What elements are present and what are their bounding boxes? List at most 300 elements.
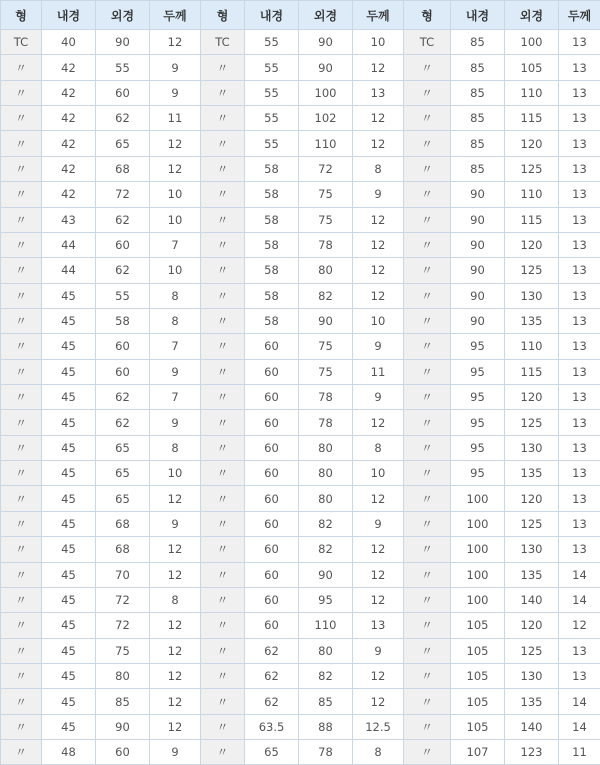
inner-diameter-cell: 95 xyxy=(451,334,505,359)
type-cell: 〃 xyxy=(201,80,245,105)
outer-diameter-cell: 110 xyxy=(505,334,559,359)
inner-diameter-cell: 45 xyxy=(42,714,96,739)
inner-diameter-header: 내경 xyxy=(42,1,96,30)
thickness-cell: 12 xyxy=(353,562,404,587)
thickness-cell: 12 xyxy=(150,689,201,714)
type-header: 형 xyxy=(201,1,245,30)
thickness-cell: 9 xyxy=(353,511,404,536)
thickness-cell: 13 xyxy=(559,359,600,384)
type-cell: 〃 xyxy=(404,486,451,511)
outer-diameter-cell: 62 xyxy=(96,258,150,283)
outer-diameter-cell: 82 xyxy=(299,663,353,688)
outer-diameter-cell: 120 xyxy=(505,385,559,410)
thickness-cell: 12 xyxy=(150,30,201,55)
inner-diameter-cell: 90 xyxy=(451,232,505,257)
inner-diameter-cell: 95 xyxy=(451,461,505,486)
outer-diameter-header: 외경 xyxy=(505,1,559,30)
outer-diameter-cell: 90 xyxy=(299,30,353,55)
outer-diameter-cell: 72 xyxy=(96,182,150,207)
inner-diameter-cell: 105 xyxy=(451,663,505,688)
type-cell: 〃 xyxy=(1,207,42,232)
type-cell: 〃 xyxy=(404,587,451,612)
type-cell: 〃 xyxy=(201,410,245,435)
outer-diameter-cell: 80 xyxy=(299,258,353,283)
outer-diameter-cell: 55 xyxy=(96,283,150,308)
inner-diameter-cell: 62 xyxy=(245,663,299,688)
thickness-cell: 12 xyxy=(150,156,201,181)
inner-diameter-cell: 55 xyxy=(245,106,299,131)
thickness-header: 두께 xyxy=(559,1,600,30)
thickness-cell: 13 xyxy=(559,486,600,511)
outer-diameter-cell: 80 xyxy=(299,435,353,460)
table-row xyxy=(1,232,600,257)
thickness-cell: 11 xyxy=(150,106,201,131)
type-header: 형 xyxy=(1,1,42,30)
inner-diameter-cell: 40 xyxy=(42,30,96,55)
inner-diameter-cell: 60 xyxy=(245,410,299,435)
table-row xyxy=(1,80,600,105)
outer-diameter-cell: 72 xyxy=(96,613,150,638)
inner-diameter-cell: 100 xyxy=(451,511,505,536)
thickness-cell: 14 xyxy=(559,714,600,739)
table-row xyxy=(1,308,600,333)
type-cell: 〃 xyxy=(1,435,42,460)
inner-diameter-cell: 45 xyxy=(42,613,96,638)
header-row xyxy=(1,1,600,30)
inner-diameter-cell: 45 xyxy=(42,562,96,587)
outer-diameter-cell: 72 xyxy=(96,587,150,612)
outer-diameter-cell: 85 xyxy=(299,689,353,714)
outer-diameter-cell: 130 xyxy=(505,283,559,308)
outer-diameter-cell: 120 xyxy=(505,486,559,511)
inner-diameter-cell: 107 xyxy=(451,740,505,765)
table-row xyxy=(1,359,600,384)
type-cell: 〃 xyxy=(404,638,451,663)
type-cell: 〃 xyxy=(404,156,451,181)
inner-diameter-cell: 60 xyxy=(245,334,299,359)
type-cell: 〃 xyxy=(404,334,451,359)
thickness-cell: 8 xyxy=(353,435,404,460)
inner-diameter-cell: 55 xyxy=(245,30,299,55)
inner-diameter-cell: 85 xyxy=(451,131,505,156)
type-cell: 〃 xyxy=(1,613,42,638)
type-cell: 〃 xyxy=(201,359,245,384)
type-cell: 〃 xyxy=(1,308,42,333)
outer-diameter-cell: 120 xyxy=(505,131,559,156)
thickness-cell: 8 xyxy=(353,740,404,765)
thickness-cell: 10 xyxy=(150,258,201,283)
outer-diameter-cell: 130 xyxy=(505,435,559,460)
inner-diameter-cell: 58 xyxy=(245,258,299,283)
inner-diameter-cell: 45 xyxy=(42,486,96,511)
inner-diameter-cell: 42 xyxy=(42,156,96,181)
inner-diameter-cell: 85 xyxy=(451,30,505,55)
outer-diameter-cell: 125 xyxy=(505,410,559,435)
inner-diameter-cell: 58 xyxy=(245,308,299,333)
inner-diameter-cell: 85 xyxy=(451,80,505,105)
type-cell: 〃 xyxy=(1,334,42,359)
inner-diameter-cell: 45 xyxy=(42,689,96,714)
outer-diameter-cell: 90 xyxy=(299,562,353,587)
inner-diameter-cell: 55 xyxy=(245,55,299,80)
inner-diameter-cell: 60 xyxy=(245,385,299,410)
outer-diameter-cell: 110 xyxy=(299,613,353,638)
thickness-cell: 12 xyxy=(150,714,201,739)
table-row xyxy=(1,587,600,612)
outer-diameter-cell: 95 xyxy=(299,587,353,612)
type-cell: 〃 xyxy=(1,714,42,739)
inner-diameter-cell: 65 xyxy=(245,740,299,765)
thickness-cell: 8 xyxy=(150,308,201,333)
thickness-cell: 12 xyxy=(353,486,404,511)
thickness-cell: 9 xyxy=(353,638,404,663)
type-cell: 〃 xyxy=(201,461,245,486)
outer-diameter-cell: 123 xyxy=(505,740,559,765)
thickness-cell: 7 xyxy=(150,232,201,257)
inner-diameter-cell: 58 xyxy=(245,156,299,181)
thickness-cell: 12 xyxy=(150,537,201,562)
outer-diameter-cell: 68 xyxy=(96,537,150,562)
thickness-cell: 12 xyxy=(353,207,404,232)
outer-diameter-cell: 110 xyxy=(505,182,559,207)
outer-diameter-cell: 60 xyxy=(96,740,150,765)
type-cell: 〃 xyxy=(404,461,451,486)
thickness-cell: 10 xyxy=(353,461,404,486)
outer-diameter-cell: 80 xyxy=(299,486,353,511)
outer-diameter-cell: 75 xyxy=(299,207,353,232)
inner-diameter-cell: 90 xyxy=(451,308,505,333)
inner-diameter-cell: 45 xyxy=(42,638,96,663)
thickness-cell: 9 xyxy=(353,182,404,207)
outer-diameter-cell: 55 xyxy=(96,55,150,80)
thickness-cell: 12 xyxy=(353,537,404,562)
thickness-cell: 10 xyxy=(150,461,201,486)
type-cell: 〃 xyxy=(201,562,245,587)
outer-diameter-cell: 100 xyxy=(299,80,353,105)
type-cell: 〃 xyxy=(404,80,451,105)
inner-diameter-cell: 62 xyxy=(245,689,299,714)
outer-diameter-cell: 78 xyxy=(299,740,353,765)
outer-diameter-cell: 65 xyxy=(96,131,150,156)
outer-diameter-cell: 60 xyxy=(96,80,150,105)
type-cell: 〃 xyxy=(201,232,245,257)
outer-diameter-cell: 75 xyxy=(299,182,353,207)
type-cell: 〃 xyxy=(404,182,451,207)
thickness-cell: 13 xyxy=(353,613,404,638)
type-cell: 〃 xyxy=(1,80,42,105)
table-row xyxy=(1,410,600,435)
type-cell: 〃 xyxy=(201,106,245,131)
outer-diameter-cell: 62 xyxy=(96,410,150,435)
type-cell: 〃 xyxy=(404,562,451,587)
type-cell: 〃 xyxy=(201,131,245,156)
inner-diameter-cell: 90 xyxy=(451,283,505,308)
type-cell: 〃 xyxy=(404,435,451,460)
thickness-cell: 12 xyxy=(353,232,404,257)
thickness-cell: 13 xyxy=(559,334,600,359)
thickness-cell: 9 xyxy=(150,55,201,80)
outer-diameter-cell: 90 xyxy=(299,55,353,80)
thickness-cell: 13 xyxy=(559,511,600,536)
type-cell: 〃 xyxy=(1,461,42,486)
thickness-header: 두께 xyxy=(150,1,201,30)
inner-diameter-cell: 45 xyxy=(42,461,96,486)
type-cell: 〃 xyxy=(1,182,42,207)
type-cell: 〃 xyxy=(404,537,451,562)
table-row xyxy=(1,740,600,765)
type-cell: 〃 xyxy=(1,156,42,181)
inner-diameter-cell: 60 xyxy=(245,511,299,536)
inner-diameter-cell: 62 xyxy=(245,638,299,663)
outer-diameter-cell: 135 xyxy=(505,689,559,714)
thickness-cell: 13 xyxy=(559,385,600,410)
outer-diameter-cell: 62 xyxy=(96,106,150,131)
outer-diameter-cell: 125 xyxy=(505,258,559,283)
type-cell: 〃 xyxy=(404,714,451,739)
type-cell: 〃 xyxy=(1,740,42,765)
inner-diameter-cell: 45 xyxy=(42,587,96,612)
table-row xyxy=(1,131,600,156)
type-cell: 〃 xyxy=(1,283,42,308)
thickness-cell: 12 xyxy=(150,486,201,511)
inner-diameter-cell: 45 xyxy=(42,385,96,410)
thickness-cell: 13 xyxy=(559,663,600,688)
outer-diameter-cell: 140 xyxy=(505,587,559,612)
type-cell: 〃 xyxy=(404,359,451,384)
inner-diameter-cell: 85 xyxy=(451,106,505,131)
outer-diameter-cell: 60 xyxy=(96,359,150,384)
table-row xyxy=(1,486,600,511)
inner-diameter-cell: 42 xyxy=(42,131,96,156)
inner-diameter-cell: 90 xyxy=(451,258,505,283)
outer-diameter-cell: 62 xyxy=(96,385,150,410)
type-cell: 〃 xyxy=(1,562,42,587)
inner-diameter-cell: 85 xyxy=(451,156,505,181)
outer-diameter-cell: 90 xyxy=(299,308,353,333)
type-cell: TC xyxy=(1,30,42,55)
inner-diameter-cell: 42 xyxy=(42,106,96,131)
thickness-cell: 13 xyxy=(559,30,600,55)
thickness-cell: 13 xyxy=(559,537,600,562)
type-cell: 〃 xyxy=(1,410,42,435)
type-cell: 〃 xyxy=(201,334,245,359)
type-cell: 〃 xyxy=(201,486,245,511)
inner-diameter-cell: 100 xyxy=(451,587,505,612)
outer-diameter-cell: 100 xyxy=(505,30,559,55)
thickness-cell: 10 xyxy=(150,207,201,232)
type-cell: 〃 xyxy=(1,537,42,562)
type-cell: 〃 xyxy=(404,207,451,232)
thickness-cell: 8 xyxy=(150,587,201,612)
outer-diameter-cell: 105 xyxy=(505,55,559,80)
thickness-cell: 12 xyxy=(150,613,201,638)
type-cell: 〃 xyxy=(201,55,245,80)
thickness-cell: 13 xyxy=(559,207,600,232)
thickness-cell: 12.5 xyxy=(353,714,404,739)
inner-diameter-cell: 45 xyxy=(42,334,96,359)
table-row xyxy=(1,663,600,688)
outer-diameter-cell: 88 xyxy=(299,714,353,739)
outer-diameter-cell: 65 xyxy=(96,486,150,511)
thickness-cell: 9 xyxy=(150,80,201,105)
type-cell: 〃 xyxy=(201,156,245,181)
type-cell: 〃 xyxy=(201,258,245,283)
thickness-cell: 14 xyxy=(559,587,600,612)
thickness-cell: 11 xyxy=(559,740,600,765)
type-cell: 〃 xyxy=(1,638,42,663)
type-cell: 〃 xyxy=(1,663,42,688)
thickness-cell: 13 xyxy=(353,80,404,105)
outer-diameter-cell: 135 xyxy=(505,461,559,486)
inner-diameter-cell: 48 xyxy=(42,740,96,765)
thickness-cell: 12 xyxy=(559,613,600,638)
thickness-cell: 7 xyxy=(150,385,201,410)
thickness-cell: 13 xyxy=(559,638,600,663)
outer-diameter-cell: 78 xyxy=(299,410,353,435)
table-row xyxy=(1,258,600,283)
type-cell: 〃 xyxy=(404,511,451,536)
inner-diameter-cell: 55 xyxy=(245,80,299,105)
table-row xyxy=(1,461,600,486)
outer-diameter-cell: 125 xyxy=(505,638,559,663)
thickness-cell: 12 xyxy=(353,55,404,80)
table-row xyxy=(1,283,600,308)
thickness-cell: 12 xyxy=(150,663,201,688)
inner-diameter-header: 내경 xyxy=(245,1,299,30)
outer-diameter-cell: 65 xyxy=(96,461,150,486)
table-row xyxy=(1,537,600,562)
table-row xyxy=(1,106,600,131)
table-row xyxy=(1,562,600,587)
outer-diameter-cell: 82 xyxy=(299,537,353,562)
outer-diameter-cell: 80 xyxy=(299,461,353,486)
outer-diameter-cell: 135 xyxy=(505,562,559,587)
type-cell: 〃 xyxy=(201,207,245,232)
table-row xyxy=(1,182,600,207)
table-row xyxy=(1,689,600,714)
inner-diameter-cell: 60 xyxy=(245,359,299,384)
table-row xyxy=(1,207,600,232)
outer-diameter-cell: 115 xyxy=(505,106,559,131)
inner-diameter-cell: 90 xyxy=(451,207,505,232)
outer-diameter-cell: 120 xyxy=(505,613,559,638)
outer-diameter-cell: 90 xyxy=(96,714,150,739)
thickness-cell: 10 xyxy=(353,308,404,333)
inner-diameter-cell: 43 xyxy=(42,207,96,232)
thickness-cell: 13 xyxy=(559,131,600,156)
inner-diameter-cell: 105 xyxy=(451,714,505,739)
table-row xyxy=(1,435,600,460)
outer-diameter-cell: 102 xyxy=(299,106,353,131)
table-row xyxy=(1,334,600,359)
outer-diameter-cell: 72 xyxy=(299,156,353,181)
type-cell: 〃 xyxy=(201,689,245,714)
thickness-cell: 13 xyxy=(559,435,600,460)
thickness-cell: 8 xyxy=(150,283,201,308)
inner-diameter-cell: 95 xyxy=(451,410,505,435)
thickness-cell: 12 xyxy=(150,131,201,156)
table-row xyxy=(1,156,600,181)
outer-diameter-cell: 65 xyxy=(96,435,150,460)
table-row xyxy=(1,30,600,55)
type-cell: 〃 xyxy=(404,283,451,308)
inner-diameter-cell: 95 xyxy=(451,385,505,410)
table-body xyxy=(1,30,600,765)
outer-diameter-cell: 140 xyxy=(505,714,559,739)
inner-diameter-cell: 45 xyxy=(42,359,96,384)
type-cell: 〃 xyxy=(404,308,451,333)
thickness-cell: 13 xyxy=(559,232,600,257)
inner-diameter-cell: 105 xyxy=(451,613,505,638)
thickness-cell: 12 xyxy=(353,587,404,612)
thickness-cell: 14 xyxy=(559,562,600,587)
inner-diameter-cell: 60 xyxy=(245,537,299,562)
outer-diameter-cell: 75 xyxy=(299,359,353,384)
type-cell: 〃 xyxy=(1,359,42,384)
inner-diameter-cell: 90 xyxy=(451,182,505,207)
inner-diameter-cell: 42 xyxy=(42,80,96,105)
type-cell: 〃 xyxy=(1,511,42,536)
type-cell: 〃 xyxy=(1,55,42,80)
thickness-cell: 13 xyxy=(559,55,600,80)
outer-diameter-cell: 120 xyxy=(505,232,559,257)
thickness-cell: 9 xyxy=(150,359,201,384)
type-cell: 〃 xyxy=(201,385,245,410)
inner-diameter-cell: 58 xyxy=(245,182,299,207)
type-cell: 〃 xyxy=(201,587,245,612)
type-cell: 〃 xyxy=(1,486,42,511)
outer-diameter-cell: 70 xyxy=(96,562,150,587)
inner-diameter-cell: 58 xyxy=(245,207,299,232)
thickness-cell: 13 xyxy=(559,80,600,105)
type-cell: 〃 xyxy=(1,106,42,131)
outer-diameter-cell: 125 xyxy=(505,511,559,536)
thickness-cell: 13 xyxy=(559,258,600,283)
thickness-header: 두께 xyxy=(353,1,404,30)
thickness-cell: 12 xyxy=(353,283,404,308)
type-cell: 〃 xyxy=(1,258,42,283)
inner-diameter-cell: 60 xyxy=(245,587,299,612)
inner-diameter-cell: 45 xyxy=(42,410,96,435)
inner-diameter-cell: 45 xyxy=(42,537,96,562)
inner-diameter-header: 내경 xyxy=(451,1,505,30)
outer-diameter-cell: 125 xyxy=(505,156,559,181)
type-cell: 〃 xyxy=(404,106,451,131)
inner-diameter-cell: 60 xyxy=(245,613,299,638)
type-cell: 〃 xyxy=(404,663,451,688)
table-row xyxy=(1,385,600,410)
thickness-cell: 12 xyxy=(353,689,404,714)
outer-diameter-cell: 135 xyxy=(505,308,559,333)
type-cell: 〃 xyxy=(1,689,42,714)
thickness-cell: 9 xyxy=(150,511,201,536)
inner-diameter-cell: 60 xyxy=(245,461,299,486)
thickness-cell: 9 xyxy=(353,385,404,410)
type-cell: 〃 xyxy=(404,410,451,435)
inner-diameter-cell: 60 xyxy=(245,435,299,460)
type-cell: 〃 xyxy=(201,308,245,333)
thickness-cell: 7 xyxy=(150,334,201,359)
inner-diameter-cell: 42 xyxy=(42,55,96,80)
inner-diameter-cell: 55 xyxy=(245,131,299,156)
type-cell: 〃 xyxy=(201,613,245,638)
thickness-cell: 13 xyxy=(559,410,600,435)
inner-diameter-cell: 85 xyxy=(451,55,505,80)
outer-diameter-cell: 68 xyxy=(96,511,150,536)
inner-diameter-cell: 60 xyxy=(245,486,299,511)
outer-diameter-cell: 62 xyxy=(96,207,150,232)
type-header: 형 xyxy=(404,1,451,30)
